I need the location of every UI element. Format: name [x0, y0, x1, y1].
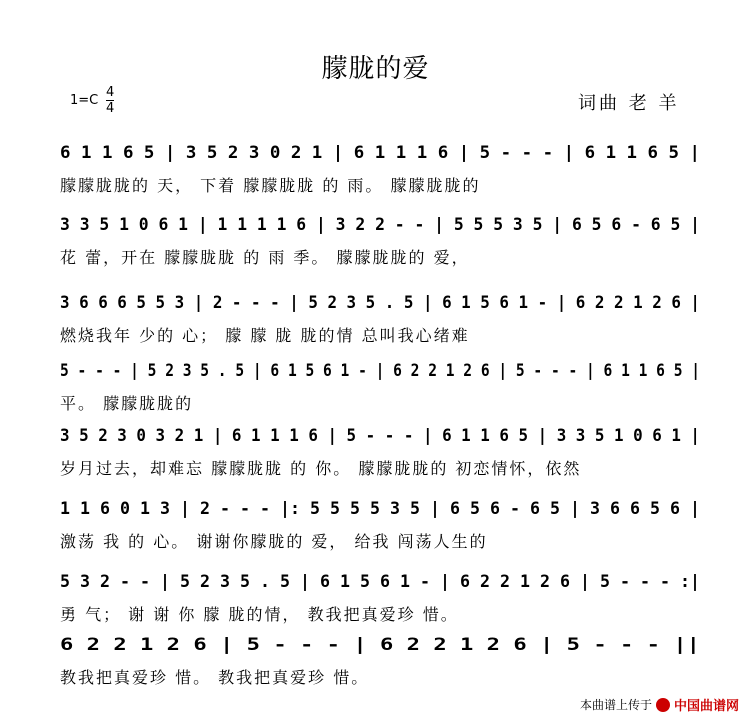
lyric-line-7: 勇 气； 谢 谢 你 朦 胧的情， 教我把真爱珍 惜。 — [60, 605, 459, 624]
note-line-4: 5 - - - | 5 2 3 5 . 5 | 6 1 5 6 1 - | 6 2 2 1 2 6 | 5 - - - | 6 1 1 6 5 | — [60, 361, 700, 381]
page-title: 朦胧的爱 — [321, 54, 430, 84]
lyric-line-2: 花 蕾，开在 朦朦胧胧 的 雨 季。 朦朦胧胧的 爱， — [60, 248, 470, 267]
time-signature-top: 4 — [106, 85, 115, 100]
note-line-6: 1 1 6 0 1 3 | 2 - - - |: 5 5 5 5 3 5 | 6 5 6 - 6 5 | 3 6 6 5 6 | — [60, 499, 700, 519]
note-line-2: 3 3 5 1 0 6 1 | 1 1 1 1 6 | 3 2 2 - - | 5 5 5 3 5 | 6 5 6 - 6 5 | — [60, 215, 700, 235]
note-line-3: 3 6 6 6 5 5 3 | 2 - - - | 5 2 3 5 . 5 | 6 1 5 6 1 - | 6 2 2 1 2 6 | — [60, 293, 700, 313]
footer-prefix: 本曲谱上传于 — [579, 698, 652, 712]
lyric-line-5: 岁月过去，却难忘 朦朦胧胧 的 你。 朦朦胧胧的 初恋情怀，依然 — [60, 459, 582, 478]
note-line-8: 6 2 2 1 2 6 | 5 - - - | 6 2 2 1 2 6 | 5 - - - || — [60, 635, 700, 655]
lyric-line-8: 教我把真爱珍 惜。 教我把真爱珍 惜。 — [60, 668, 370, 687]
lyric-line-1: 朦朦胧胧的 天， 下着 朦朦胧胧 的 雨。 朦朦胧胧的 — [60, 176, 481, 195]
lyric-line-6: 激荡 我 的 心。 谢谢你朦胧的 爱， 给我 闯荡人生的 — [60, 532, 488, 551]
site-logo-icon — [656, 698, 670, 712]
note-line-5: 3 5 2 3 0 3 2 1 | 6 1 1 1 6 | 5 - - - | 6 1 1 6 5 | 3 3 5 1 0 6 1 | — [60, 426, 700, 446]
note-line-1: 6 1 1 6 5 | 3 5 2 3 0 2 1 | 6 1 1 1 6 | 5 - - - | 6 1 1 6 5 | — [60, 143, 700, 163]
lyric-line-4: 平。 朦朦胧胧的 — [60, 394, 194, 413]
key-signature: 1=C — [70, 93, 99, 108]
lyric-line-3: 燃烧我年 少的 心； 朦 朦 胧 胧的情 总叫我心绪难 — [60, 326, 470, 345]
note-line-7: 5 3 2 - - | 5 2 3 5 . 5 | 6 1 5 6 1 - | 6 2 2 1 2 6 | 5 - - - :| — [60, 572, 700, 592]
footer — [580, 695, 739, 714]
author: 词曲 老 羊 — [578, 93, 680, 114]
time-signature-bottom: 4 — [106, 101, 115, 116]
footer-brand[interactable]: 中国曲谱网 — [673, 699, 739, 714]
